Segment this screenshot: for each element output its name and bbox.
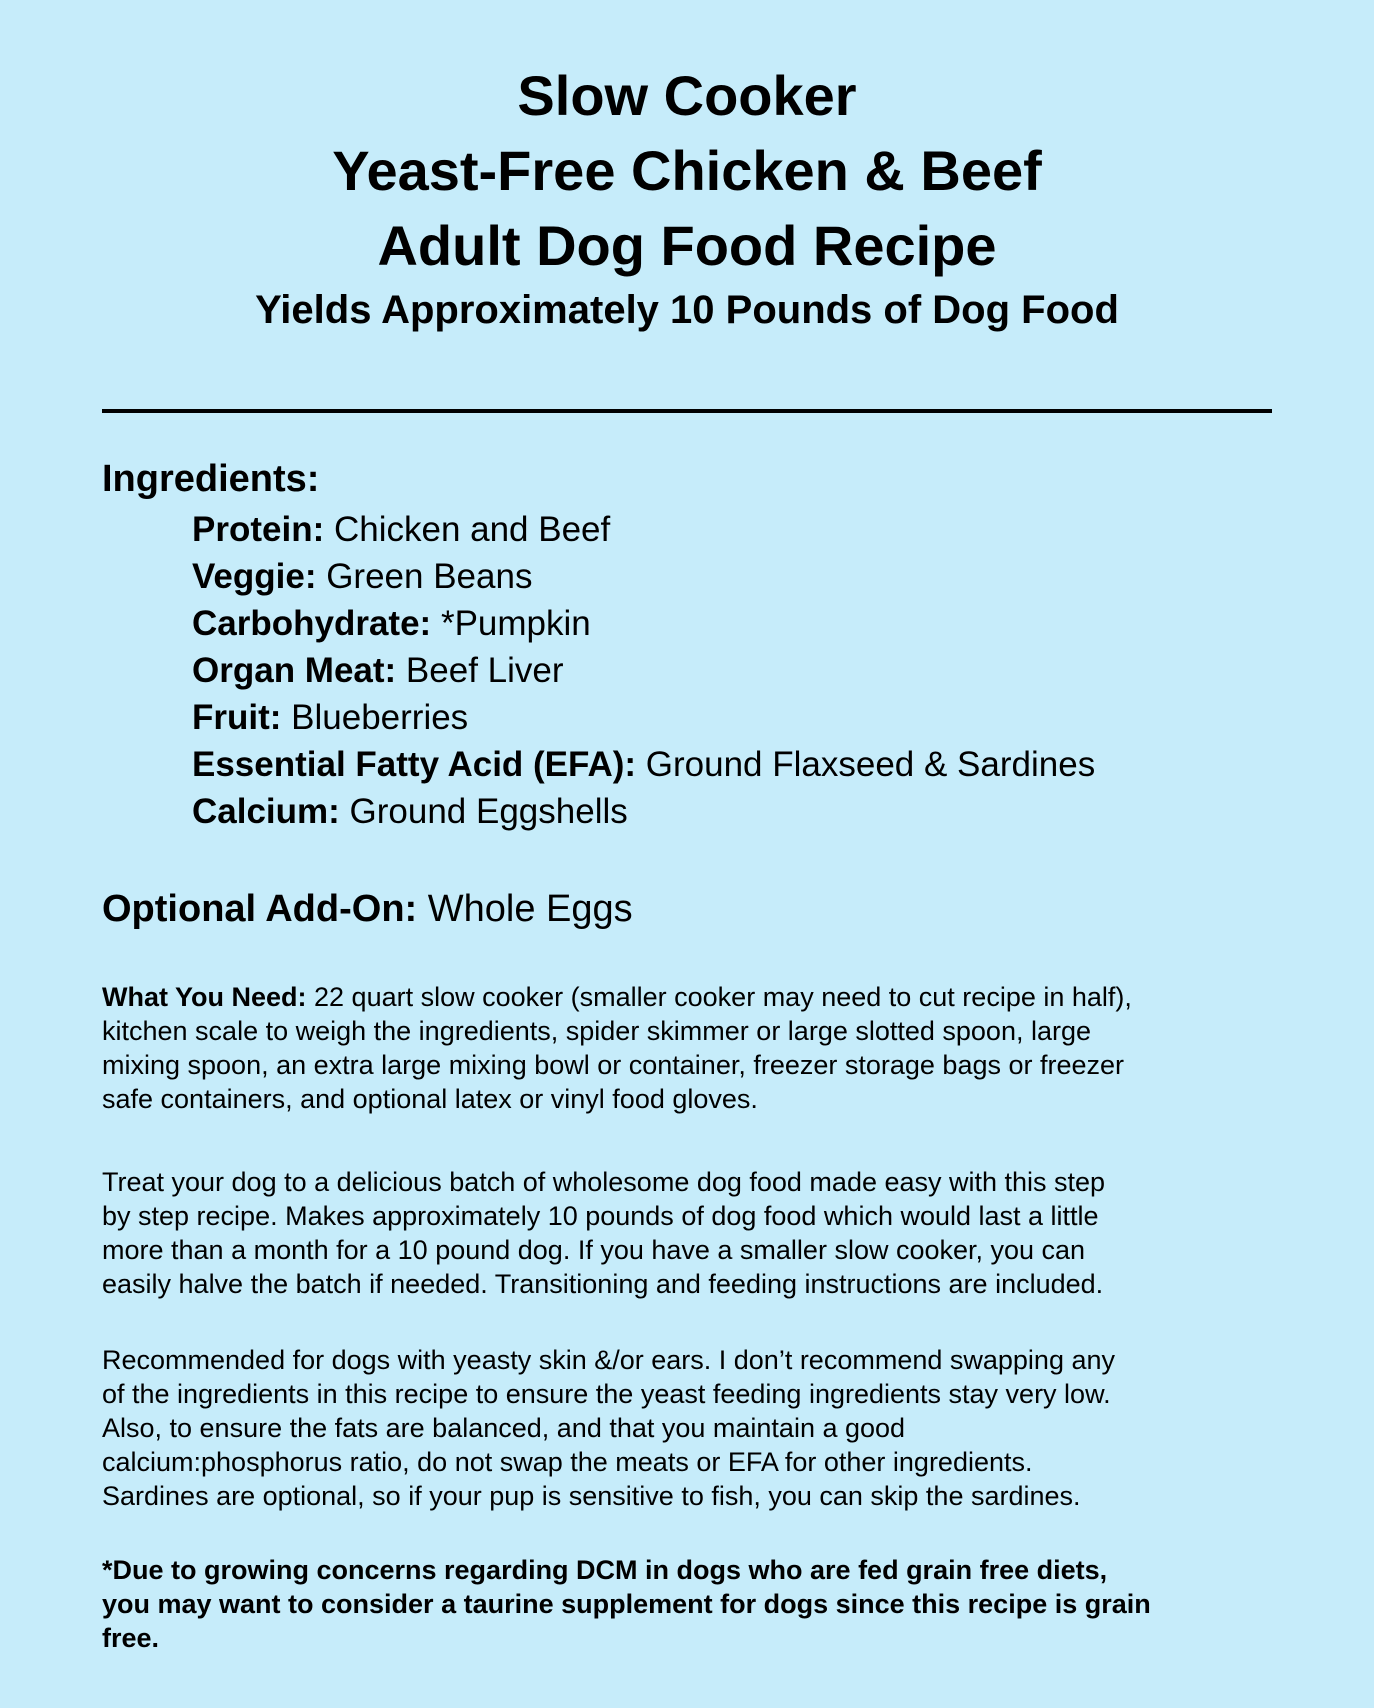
paragraph-line: safe containers, and optional latex or vinyl food gloves. [102, 1084, 758, 1114]
ingredient-carbohydrate [192, 600, 1095, 647]
ingredient-label: Calcium: [192, 792, 340, 831]
ingredient-value: Beef Liver [396, 651, 564, 690]
ingredients-heading: Ingredients: [102, 458, 320, 500]
optional-add-on [102, 884, 633, 934]
paragraph-line: Sardines are optional, so if your pup is sensitive to fish, you can skip the sardines. [102, 1481, 1081, 1511]
ingredient-label: Protein: [192, 510, 325, 549]
paragraph-line [102, 980, 1302, 1014]
ingredient-calcium [192, 788, 1095, 835]
optional-add-on-label: Optional Add-On: [102, 888, 418, 930]
divider-rule [102, 409, 1272, 413]
dcm-note [102, 1553, 1302, 1655]
paragraph-line: Treat your dog to a delicious batch of wholesome dog food made easy with this step [102, 1167, 1106, 1197]
ingredient-value: Green Beans [316, 557, 533, 596]
paragraph-line: more than a month for a 10 pound dog. If you have a smaller slow cooker, you can [102, 1235, 1086, 1265]
ingredient-label: Carbohydrate: [192, 604, 432, 643]
title-line-3: Adult Dog Food Recipe [377, 214, 997, 277]
what-you-need-text: 22 quart slow cooker (smaller cooker may need to cut recipe in half), [306, 982, 1132, 1012]
ingredient-label: Veggie: [192, 557, 317, 596]
paragraph-line: Also, to ensure the fats are balanced, and that you maintain a good [102, 1413, 906, 1443]
ingredient-list [192, 506, 1095, 835]
what-you-need-label: What You Need: [102, 982, 307, 1012]
yield-subtitle: Yields Approximately 10 Pounds of Dog Food [255, 288, 1119, 332]
ingredient-label: Fruit: [192, 698, 282, 737]
ingredient-efa [192, 741, 1095, 788]
treat-paragraph [102, 1165, 1302, 1301]
paragraph-line: mixing spoon, an extra large mixing bowl or container, freezer storage bags or freezer [102, 1050, 1125, 1080]
ingredient-label: Organ Meat: [192, 651, 397, 690]
paragraph-line: *Due to growing concerns regarding DCM in dogs who are fed grain free diets, [102, 1555, 1108, 1585]
paragraph-line: easily halve the batch if needed. Transitioning and feeding instructions are included. [102, 1269, 1104, 1299]
paragraph-line: free. [102, 1623, 160, 1653]
ingredient-organ-meat [192, 647, 1095, 694]
paragraph-line: calcium:phosphorus ratio, do not swap the meats or EFA for other ingredients. [102, 1447, 1033, 1477]
paragraph-line: Recommended for dogs with yeasty skin &/or ears. I don’t recommend swapping any [102, 1345, 1115, 1375]
paragraph-line: you may want to consider a taurine supplement for dogs since this recipe is grain [102, 1589, 1151, 1619]
ingredient-veggie [192, 553, 1095, 600]
title-line-2: Yeast-Free Chicken & Beef [332, 139, 1042, 202]
recommend-paragraph [102, 1343, 1302, 1513]
paragraph-line: kitchen scale to weigh the ingredients, spider skimmer or large slotted spoon, large [102, 1016, 1092, 1046]
paragraph-line: of the ingredients in this recipe to ensure the yeast feeding ingredients stay very low. [102, 1379, 1111, 1409]
ingredient-value: Blueberries [281, 698, 469, 737]
paragraph-line: by step recipe. Makes approximately 10 pounds of dog food which would last a little [102, 1201, 1099, 1231]
ingredient-value: *Pumpkin [431, 604, 591, 643]
ingredient-value: Ground Flaxseed & Sardines [636, 745, 1096, 784]
ingredient-value: Chicken and Beef [324, 510, 611, 549]
ingredient-label: Essential Fatty Acid (EFA): [192, 745, 637, 784]
ingredient-protein [192, 506, 1095, 553]
ingredient-value: Ground Eggshells [339, 792, 628, 831]
what-you-need-paragraph [102, 980, 1302, 1116]
ingredient-fruit [192, 694, 1095, 741]
title-line-1: Slow Cooker [517, 64, 857, 127]
optional-add-on-value: Whole Eggs [417, 888, 633, 930]
